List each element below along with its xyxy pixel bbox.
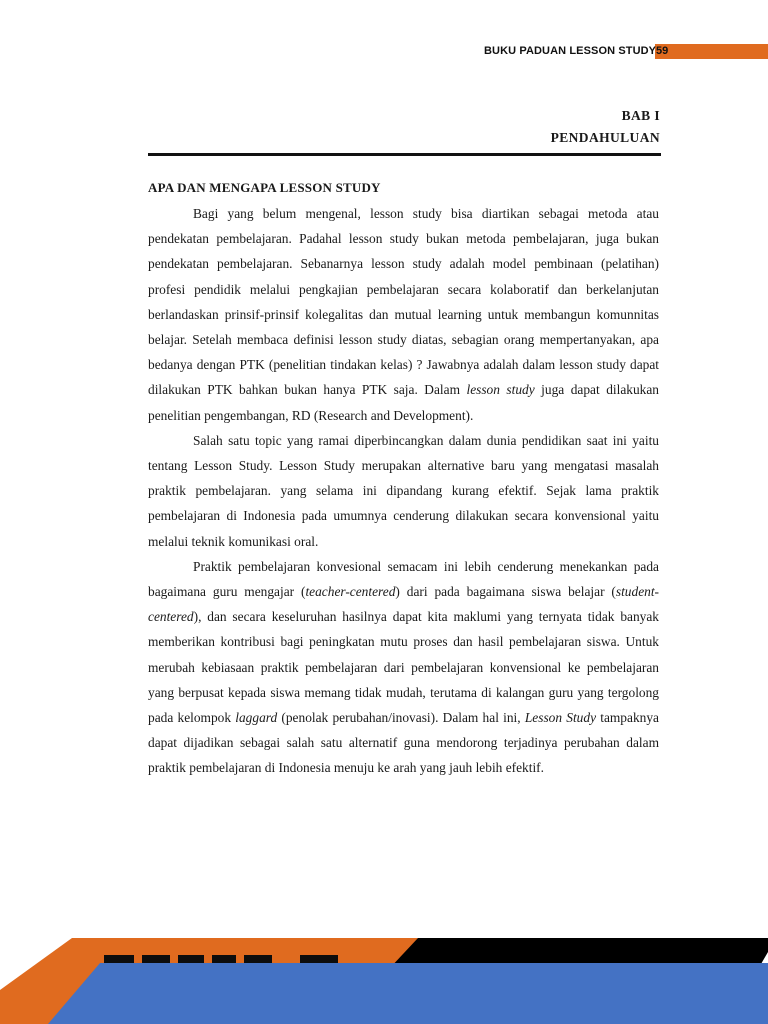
p3-text-a: Praktik pembelajaran konvesional semacam ini lebih cenderung menekankan pada bagaimana guru mengajar ( (148, 558, 659, 600)
p1-emphasis: lesson study (466, 382, 535, 398)
header-title: BUKU PADUAN LESSON STUDY (484, 45, 657, 57)
p3-emphasis-2: student-centered (148, 584, 660, 625)
p3-emphasis-1: teacher-centered (305, 584, 396, 600)
header-accent-bar (655, 44, 768, 59)
footer-decoration (0, 930, 768, 1024)
paragraph-3 (148, 554, 659, 781)
paragraph-2: Salah satu topic yang ramai diperbincangkan dalam dunia pendidikan saat ini yaitu tentang Lesson Study. Lesson Study merupakan alternative baru yang mengatasi masalah praktik pembelajaran. yang selama ini dipandang kurang efektif. Sejak lama praktik pembelajaran di Indonesia pada umumnya cenderung dilakukan secara konvensional yaitu melalui teknik komunikasi oral. (148, 432, 659, 549)
p3-text-d: (penolak perubahan/inovasi). Dalam hal ini, (277, 710, 525, 726)
p3-emphasis-3: laggard (235, 710, 278, 726)
body-text (148, 201, 659, 781)
p1-text-b: juga dapat dilakukan penelitian pengembangan, RD (Research and Development). (148, 382, 660, 423)
chapter-title: PENDAHULUAN (550, 130, 660, 145)
p3-emphasis-4: Lesson Study (524, 710, 597, 726)
p3-text-b: ) dari pada bagaimana siswa belajar ( (395, 584, 616, 600)
p3-text-c: ), dan secara keseluruhan hasilnya dapat kita maklumi yang ternyata tidak banyak memberikan kontribusi bagi peningkatan mutu proses dan hasil pembelajaran siswa. Untuk merubah kebiasaan praktik pembelajaran dari pembelajaran konvensional ke pembelajaran yang berpusat kepada siswa memang tidak mudah, terutama di kalangan guru yang tergolong pada kelompok (148, 609, 659, 726)
p1-text-a: Bagi yang belum mengenal, lesson study bisa diartikan sebagai metoda atau pendekatan pembelajaran. Padahal lesson study bukan metoda pembelajaran, juga bukan pendekatan pembelajaran. Sebanarnya lesson study adalah model pembinaan (pelatihan) profesi pendidik melalui pengkajian pembelajaran secara kolaboratif dan berkelanjutan berlandaskan prinsif-prinsif kolegalitas dan mutual learning untuk membangun komunnitas belajar. Setelah membaca definisi lesson study diatas, sebagian orang mempertanyakan, apa bedanya dengan PTK (penelitian tindakan kelas) ? Jawabnya adalah dalam lesson study dapat dilakukan PTK bahkan bukan hanya PTK saja. Dalam (148, 206, 659, 398)
footer-blue-band (48, 963, 768, 1024)
chapter-divider (148, 153, 661, 156)
section-heading: APA DAN MENGAPA LESSON STUDY (148, 180, 381, 195)
chapter-number: BAB I (621, 108, 660, 123)
page-number: 59 (656, 45, 669, 57)
p3-text-e: tampaknya dapat dijadikan sebagai salah satu alternatif guna mendorong terjadinya perubahan dalam praktik pembelajaran di Indonesia menuju ke arah yang jauh lebih efektif. (148, 710, 659, 776)
paragraph-1 (148, 201, 659, 428)
